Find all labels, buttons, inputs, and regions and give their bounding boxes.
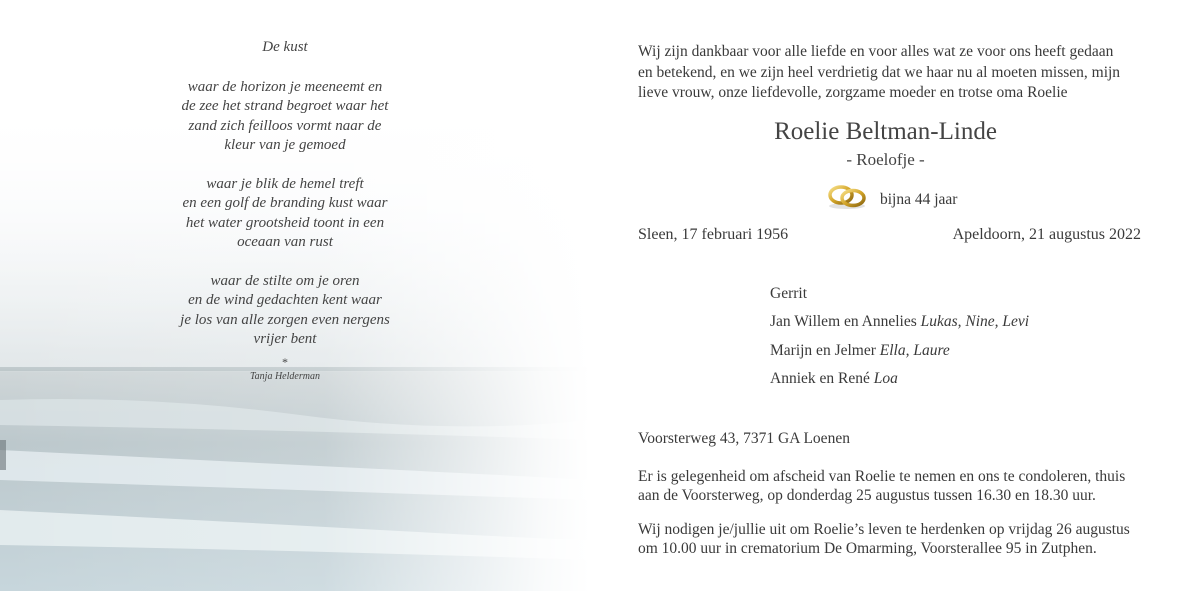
poem [160,38,410,384]
poem-line: zand zich feilloos vormt naar de [188,117,382,134]
family-names: Gerrit [770,285,808,302]
poem-line: en de wind gedachten kent waar [188,292,382,308]
condolence-info [638,467,1125,505]
right-page [590,0,1181,591]
intro-text [638,42,1148,104]
death-place-date: Apeldoorn, 21 augustus 2022 [952,226,1141,243]
family-member [770,341,1029,369]
ceremony-line: om 10.00 uur in crematorium De Omarming, Voorsterallee 95 in Zutphen. [638,540,1097,557]
ceremony-info [638,520,1130,558]
family-names: Jan Willem en Annelies [770,313,921,331]
grandchildren-names: Lukas, Nine, Levi [920,313,1030,331]
grandchildren-names: Ella, Laure [879,341,950,359]
intro-line: en betekend, en we zijn heel verdrietig dat we haar nu al moeten missen, mijn [638,63,1121,81]
family-member [770,284,1029,312]
poem-line: kleur van je gemoed [224,137,346,153]
poem-line: waar je blik de hemel treft [206,175,364,192]
wedding-rings-icon [826,181,868,211]
poem-title: De kust [262,39,308,55]
poem-separator: * [282,354,288,369]
poem-line: het water grootsheid toont in een [185,214,385,231]
poem-line: je los van alle zorgen even nergens [180,311,390,328]
poem-line: vrijer bent [253,331,317,347]
left-page [0,0,590,591]
poem-author: Tanja Helderman [250,370,320,382]
poem-line: oceaan van rust [237,234,333,250]
poem-line: en een golf de branding kust waar [182,195,388,211]
poem-stanza [160,272,410,350]
poem-stanza [160,78,410,156]
poem-stanza [160,175,410,253]
poem-line: waar de stilte om je oren [210,272,360,289]
family-member [770,369,1029,397]
family-names: Anniek en René [770,369,874,387]
poem-line: de zee het strand begroet waar het [181,98,389,114]
marriage-duration: bijna 44 jaar [880,191,958,208]
family-member [770,312,1029,340]
ceremony-line: Wij nodigen je/jullie uit om Roelie’s leven te herdenken op vrijdag 26 augustus [638,521,1130,538]
condolence-line: Er is gelegenheid om afscheid van Roelie te nemen en ons te condoleren, thuis [638,468,1126,485]
intro-line: Wij zijn dankbaar voor alle liefde en voor alles wat ze voor ons heeft gedaan [638,43,1114,60]
condolence-line: aan de Voorsterweg, op donderdag 25 augustus tussen 16.30 en 18.30 uur. [638,487,1096,504]
deceased-nickname: - Roelofje - [846,150,925,169]
birth-place-date: Sleen, 17 februari 1956 [638,226,789,243]
family-list [770,284,1029,397]
poem-line: waar de horizon je meeneemt en [187,78,383,95]
deceased-name: Roelie Beltman-Linde [774,118,997,145]
family-names: Marijn en Jelmer [770,341,880,359]
intro-line: lieve vrouw, onze liefdevolle, zorgzame moeder en trotse oma Roelie [638,84,1068,101]
grandchildren-names: Loa [873,369,898,387]
home-address: Voorsterweg 43, 7371 GA Loenen [638,430,850,447]
